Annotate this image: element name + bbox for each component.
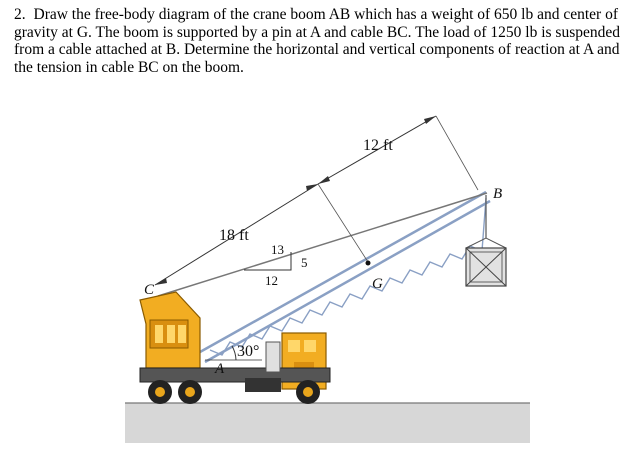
label-g: G (372, 276, 383, 292)
boom-ab (200, 192, 490, 362)
label-c: C (144, 282, 155, 298)
label-12ft: 12 ft (363, 137, 393, 154)
slope-13: 13 (271, 242, 284, 257)
slope-5: 5 (301, 255, 308, 270)
crane-cab (140, 292, 200, 368)
angle-label: 30° (237, 343, 260, 360)
label-18ft: 18 ft (219, 227, 249, 244)
hanging-load (466, 195, 506, 286)
label-a: A (215, 361, 225, 377)
center-of-gravity-marker (366, 261, 371, 266)
label-b: B (493, 186, 503, 202)
slope-12: 12 (265, 273, 278, 288)
ground (125, 403, 530, 443)
cable-bc (158, 193, 487, 296)
problem-text: Draw the free-body diagram of the crane boom AB which has a weight of 650 lb and center of gravity at G. The boom is supported by a pin at A and cable BC. The load of 1250 lb is suspended from a cable attached at B. Determine the horizontal and vertical components of reaction at A and the tension in cable BC on the boom. (14, 6, 620, 76)
problem-number: 2. (14, 6, 26, 23)
angle-arc (232, 346, 236, 360)
